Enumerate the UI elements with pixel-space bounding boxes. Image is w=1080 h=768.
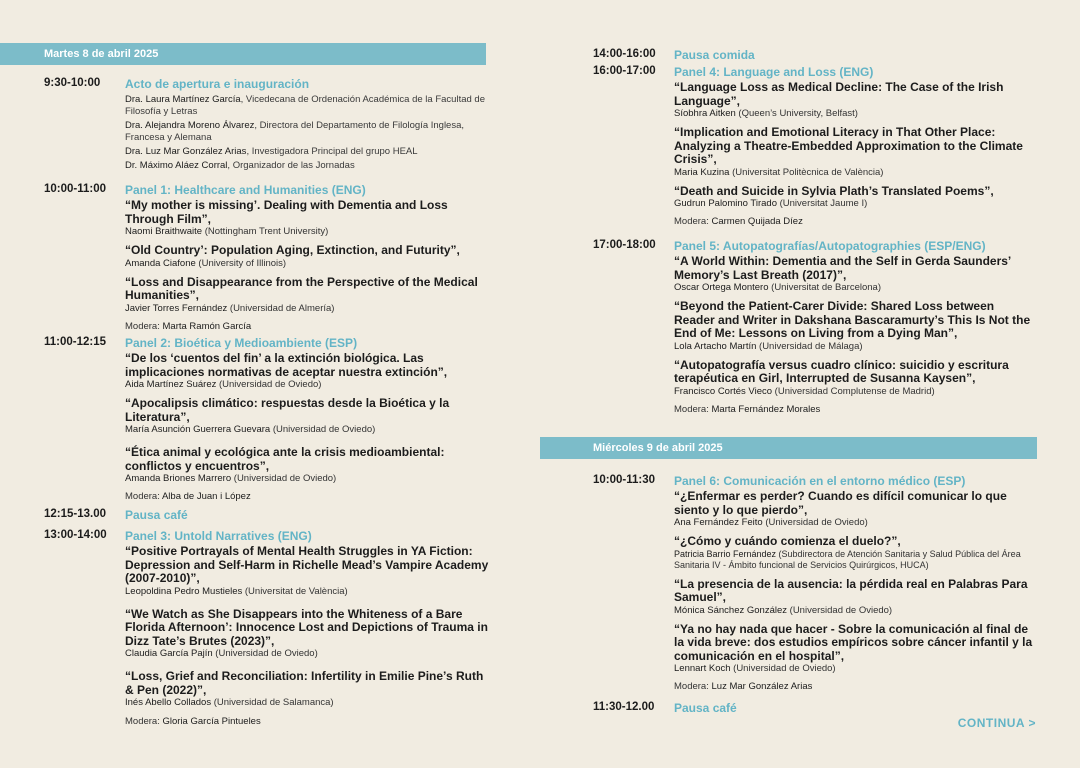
session-title: Pausa comida bbox=[674, 48, 755, 62]
talk-title: “My mother is missing’. Dealing with Dementia and Loss Through Film”, bbox=[125, 198, 448, 226]
moderator: Modera: Marta Ramón García bbox=[125, 320, 252, 332]
session-title: Panel 6: Comunicación en el entorno médico (ESP) bbox=[674, 474, 966, 488]
talk-title: “Old Country’: Population Aging, Extinction, and Futurity”, bbox=[125, 243, 460, 257]
talk-item bbox=[125, 608, 490, 661]
opening-person: Dra. Laura Martínez García, Vicedecana de Ordenación Académica de la Facultad de Filosofía y Letras bbox=[125, 94, 485, 117]
talk-speaker: Lennart Koch (Universidad de Oviedo) bbox=[674, 663, 836, 674]
session-title: Pausa café bbox=[674, 701, 737, 715]
talk-item bbox=[674, 578, 1034, 617]
session-time: 11:00-12:15 bbox=[44, 336, 107, 348]
session-title: Panel 1: Healthcare and Humanities (ENG) bbox=[125, 183, 366, 197]
talk-title: “Ética animal y ecológica ante la crisis medioambiental: conflictos y encuentros”, bbox=[125, 445, 445, 473]
talk-item bbox=[674, 255, 1034, 294]
day-header-tuesday: Martes 8 de abril 2025 bbox=[0, 43, 486, 65]
talk-speaker: Aida Martínez Suárez (Universidad de Oviedo) bbox=[125, 379, 322, 390]
talk-item bbox=[674, 126, 1034, 179]
talk-title: “Ya no hay nada que hacer - Sobre la comunicación al final de la vida breve: dos estudios empíricos sobre cáncer infantil y la comunicación en el hospital”, bbox=[674, 621, 1033, 663]
talk-speaker: Ana Fernández Feito (Universidad de Oviedo) bbox=[674, 517, 868, 528]
talk-item bbox=[125, 199, 490, 238]
talk-title: “La presencia de la ausencia: la pérdida real en Palabras Para Samuel”, bbox=[674, 576, 1028, 604]
talk-speaker: Gudrun Palomino Tirado (Universitat Jaume I) bbox=[674, 198, 868, 209]
continue-link[interactable]: CONTINUA > bbox=[957, 716, 1036, 730]
talk-item bbox=[125, 446, 490, 485]
day-header-wednesday: Miércoles 9 de abril 2025 bbox=[540, 437, 1037, 459]
talk-speaker: Síobhra Aitken (Queen’s University, Belfast) bbox=[674, 108, 858, 119]
talk-title: “¿Cómo y cuándo comienza el duelo?”, bbox=[674, 534, 901, 548]
session-time: 17:00-18:00 bbox=[593, 239, 656, 251]
talk-title: “Autopatografía versus cuadro clínico: suicidio y escritura terapéutica en Girl, Interrupted de Susanna Kaysen”, bbox=[674, 357, 1009, 385]
talk-item bbox=[125, 670, 490, 709]
moderator: Modera: Gloria García Pintueles bbox=[125, 716, 261, 727]
opening-person: Dra. Luz Mar González Arias, Investigadora Principal del grupo HEAL bbox=[125, 146, 418, 157]
talk-speaker: Maria Kuzina (Universitat Politècnica de València) bbox=[674, 166, 884, 178]
session-time: 16:00-17:00 bbox=[593, 65, 656, 77]
talk-title: “Loss and Disappearance from the Perspective of the Medical Humanities”, bbox=[125, 274, 478, 302]
talk-title: “Apocalipsis climático: respuestas desde la Bioética y la Literatura”, bbox=[125, 396, 450, 424]
talk-item bbox=[674, 623, 1034, 676]
talk-title: “Implication and Emotional Literacy in That Other Place: Analyzing a Theatre-Embedded Approximation to the Climate Crisis”, bbox=[674, 125, 1023, 166]
talk-title: “We Watch as She Disappears into the Whiteness of a Bare Florida Afternoon’: Innocence Lost and Depictions of Trauma in Dizz Tate’s Brutes (2023)”, bbox=[125, 606, 488, 648]
talk-title: “¿Enfermar es perder? Cuando es difícil comunicar lo que siento y lo que pierdo”, bbox=[674, 489, 1007, 517]
talk-item bbox=[125, 545, 490, 598]
session-time: 12:15-13.00 bbox=[44, 508, 107, 520]
talk-speaker: María Asunción Guerrera Guevara (Universidad de Oviedo) bbox=[125, 424, 376, 435]
session-time: 9:30-10:00 bbox=[44, 77, 101, 89]
talk-speaker: Javier Torres Fernández (Universidad de Almería) bbox=[125, 302, 335, 314]
talk-speaker: Mónica Sánchez González (Universidad de Oviedo) bbox=[674, 604, 893, 616]
talk-speaker: Inés Abello Collados (Universidad de Salamanca) bbox=[125, 697, 334, 708]
talk-item bbox=[674, 300, 1034, 353]
talk-speaker: Naomi Braithwaite (Nottingham Trent University) bbox=[125, 226, 329, 237]
talk-item bbox=[125, 276, 490, 315]
talk-title: “Language Loss as Medical Decline: The Case of the Irish Language”, bbox=[674, 80, 1004, 108]
session-title: Panel 2: Bioética y Medioambiente (ESP) bbox=[125, 336, 358, 350]
opening-person: Dra. Alejandra Moreno Álvarez, Directora del Departamento de Filología Inglesa, Francesa y Alemana bbox=[125, 120, 465, 143]
talk-title: “A World Within: Dementia and the Self in Gerda Saunders’ Memory’s Last Breath (2017)”, bbox=[674, 254, 1011, 282]
moderator: Modera: Carmen Quijada Díez bbox=[674, 216, 803, 227]
session-title: Panel 4: Language and Loss (ENG) bbox=[674, 65, 874, 79]
talk-title: “Positive Portrayals of Mental Health Struggles in YA Fiction: Depression and Self-Harm in Richelle Mead’s Vampire Academy (2007-2010)”, bbox=[125, 544, 489, 585]
talk-item bbox=[674, 359, 1034, 398]
talk-item bbox=[674, 490, 1034, 529]
talk-item bbox=[674, 185, 1034, 211]
moderator: Modera: Luz Mar González Arias bbox=[674, 681, 813, 692]
talk-item bbox=[125, 352, 490, 391]
talk-speaker: Leopoldina Pedro Mustieles (Universitat de València) bbox=[125, 585, 348, 597]
talk-speaker: Claudia García Pajín (Universidad de Oviedo) bbox=[125, 648, 318, 659]
opening-person: Dr. Máximo Aláez Corral, Organizador de las Jornadas bbox=[125, 160, 355, 171]
talk-item bbox=[125, 397, 490, 436]
talk-item bbox=[674, 535, 1034, 572]
moderator: Modera: Alba de Juan i López bbox=[125, 491, 251, 502]
talk-title: “Death and Suicide in Sylvia Plath’s Translated Poems”, bbox=[674, 183, 994, 198]
session-title: Panel 5: Autopatografías/Autopatographies (ESP/ENG) bbox=[674, 239, 986, 253]
session-time: 13:00-14:00 bbox=[44, 529, 107, 541]
talk-item bbox=[125, 244, 490, 270]
talk-title: “Beyond the Patient-Carer Divide: Shared Loss between Reader and Writer in Dakshana Bascaramurty’s This Is Not the End of Me: Lessons on Living from a Dying Man”, bbox=[674, 299, 1031, 340]
session-title: Pausa café bbox=[125, 508, 188, 522]
talk-speaker: Amanda Ciafone (University of Illinois) bbox=[125, 257, 287, 269]
talk-speaker: Patricia Barrio Fernández (Subdirectora de Atención Sanitaria y Salud Pública del Área Sanitaria IV - Ámbito funcional de Servicios Quirúrgicos, HUCA) bbox=[674, 548, 1021, 570]
session-time: 10:00-11:30 bbox=[593, 474, 656, 486]
talk-title: “De los ‘cuentos del fin’ a la extinción biológica. Las implicaciones normativas de aceptar nuestra extinción”, bbox=[125, 351, 448, 379]
session-title: Acto de apertura e inauguración bbox=[125, 77, 310, 91]
moderator: Modera: Marta Fernández Morales bbox=[674, 403, 821, 415]
session-time: 11:30-12.00 bbox=[593, 701, 655, 713]
talk-speaker: Francisco Cortés Vieco (Universidad Complutense de Madrid) bbox=[674, 385, 935, 397]
talk-speaker: Amanda Briones Marrero (Universidad de Oviedo) bbox=[125, 473, 337, 484]
talk-speaker: Oscar Ortega Montero (Universitat de Barcelona) bbox=[674, 282, 881, 293]
talk-title: “Loss, Grief and Reconciliation: Infertility in Emilie Pine’s Ruth & Pen (2022)”, bbox=[125, 669, 484, 697]
talk-item bbox=[674, 81, 1034, 120]
talk-speaker: Lola Artacho Martín (Universidad de Málaga) bbox=[674, 340, 863, 352]
session-time: 10:00-11:00 bbox=[44, 183, 107, 195]
session-time: 14:00-16:00 bbox=[593, 48, 656, 60]
session-title: Panel 3: Untold Narratives (ENG) bbox=[125, 529, 312, 543]
